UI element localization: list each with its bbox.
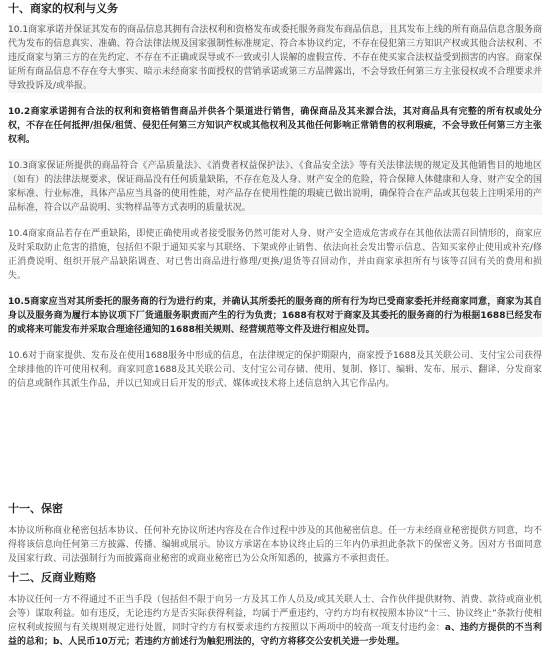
section-anti-bribery bbox=[8, 571, 542, 649]
clause-12 bbox=[8, 593, 542, 649]
section-confidentiality bbox=[8, 502, 542, 566]
clause-10-2: 10.2商家承诺拥有合法的权利和资格销售商品并供各个渠道进行销售，确保商品及其来源合法，其对商品具有完整的所有权或处分权，不存在任何抵押/担保/租赁、侵犯任何第三方知识产权或其他权利及其他任何影响正常销售的权利瑕疵，不会导致任何第三方主张权利。 bbox=[8, 107, 542, 145]
clause-10-6: 10.6对于商家提供、发布及在使用1688服务中形成的信息，在法律规定的保护期限内，商家授予1688及其关联公司、支付宝公司获得全球排他的许可使用权利。商家同意1688及其关联公司、支付宝公司存储、使用、复制、修订、编辑、发布、展示、翻译、分发商家的信息或制作其派生作品，并以已知或日后开发的形式、媒体或技术将上述信息纳入其它作品内。 bbox=[8, 351, 542, 389]
section-heading: 十一、保密 bbox=[8, 502, 63, 515]
clause-12-penalty: a、违约方提供的不当利益的总和；b、人民币10万元；若违约方前述行为触犯刑法的，守约方将移交公安机关进一步处理。 bbox=[8, 623, 542, 647]
clause-10-1: 10.1商家承诺并保证其发布的商品信息其拥有合法权利和资格发布或委托服务商发布商品信息，且其发布上线的所有商品信息含服务商代为发布的信息真实、准确、符合法律法规及国家强制性标准规定、符合本协议约定，不存在侵犯第三方知识产权或其他合法权利、不违反商家与第三方的在先约定、不存在不正确或误导或不一致或引人误解的虚假宣传、不存在使买家合法权益受到损害的内容。商家保证所有商品信息不存在夸大事实、暗示未经商家书面授权的营销承诺或第三方品牌露出，不会导致任何第三方主张侵权或不合理要求并导致投诉及/或举报。 bbox=[8, 25, 542, 91]
section-merchant-rights bbox=[8, 0, 542, 391]
section-heading: 十、商家的权利与义务 bbox=[8, 2, 118, 15]
section-heading: 十二、反商业贿赂 bbox=[8, 571, 96, 584]
clause-10-3: 10.3商家保证所提供的商品符合《产品质量法》、《消费者权益保护法》、《食品安全法》等有关法律法规的规定及其他销售目的地地区（如有）的法律法规要求，保证商品没有任何质量缺陷，不存在危及人身、财产安全的危险，符合保障人体健康和人身、财产安全的国家标准、行业标准，具体产品应当具备的使用性能，对产品存在使用性能的瑕疵已做出说明，确保符合在产品或其包装上注明采用的产品标准，符合以产品说明、实物样品等方式表明的质量状况。 bbox=[8, 161, 542, 213]
clause-10-5: 10.5商家应当对其所委托的服务商的行为进行约束，并确认其所委托的服务商的所有行为均已受商家委托并经商家同意，商家为其自身以及服务商为履行本协议项下厂货通服务职责而产生的行为负责；1688有权对于商家及其委托的服务商的行为根据1688已经发布的或将来可能发布并采取合理途径通知的1688相关规则、经营规范等文件及进行相应处罚。 bbox=[8, 297, 542, 335]
clause-12-text: 本协议任何一方不得通过不正当手段（包括但不限于向另一方及其工作人员及/或其关联人士、合作伙伴提供财物、消费、款待或商业机会等）谋取利益。如有违反，无论违约方是否实际获得利益，均属于严重违约，守约方均有权按照本协议“十三、协议终止”条款行使相应权利或按照与有关规则规定进行处置，同时守约方有权要求违约方按照以下两项中的较高一项支付违约金： bbox=[8, 595, 542, 633]
clause-10-4 bbox=[8, 227, 542, 283]
clause-11: 本协议所称商业秘密包括本协议、任何补充协议所述内容及在合作过程中涉及的其他秘密信息。任一方未经商业秘密提供方同意，均不得将该信息向任何第三方披露、传播、编辑或展示。协议方承诺在本协议终止后的三年内仍承担此条款下的保密义务。因对方书面同意及国家行政、司法强制行为而披露商业秘密的或商业秘密已为公众所知悉的，披露方不承担责任。 bbox=[8, 526, 542, 564]
clause-10-4-text: 10.4商家商品若存在严重缺陷，即使正确使用或者接受服务仍然可能对人身、财产安全造成危害或存在其他依法需召回情形的，商家应及时采取防止危害的措施，包括但不限于通知买家与其联络、下架或停止销售、依法向社会发出警示信息、告知买家停止使用或补充/修正消费说明、组织开展产品缺陷调查、对已售出商品进行修理/更换/退货等召回动作，并由商家承担所有与该等召回有关的费用和损失。 bbox=[8, 229, 542, 281]
